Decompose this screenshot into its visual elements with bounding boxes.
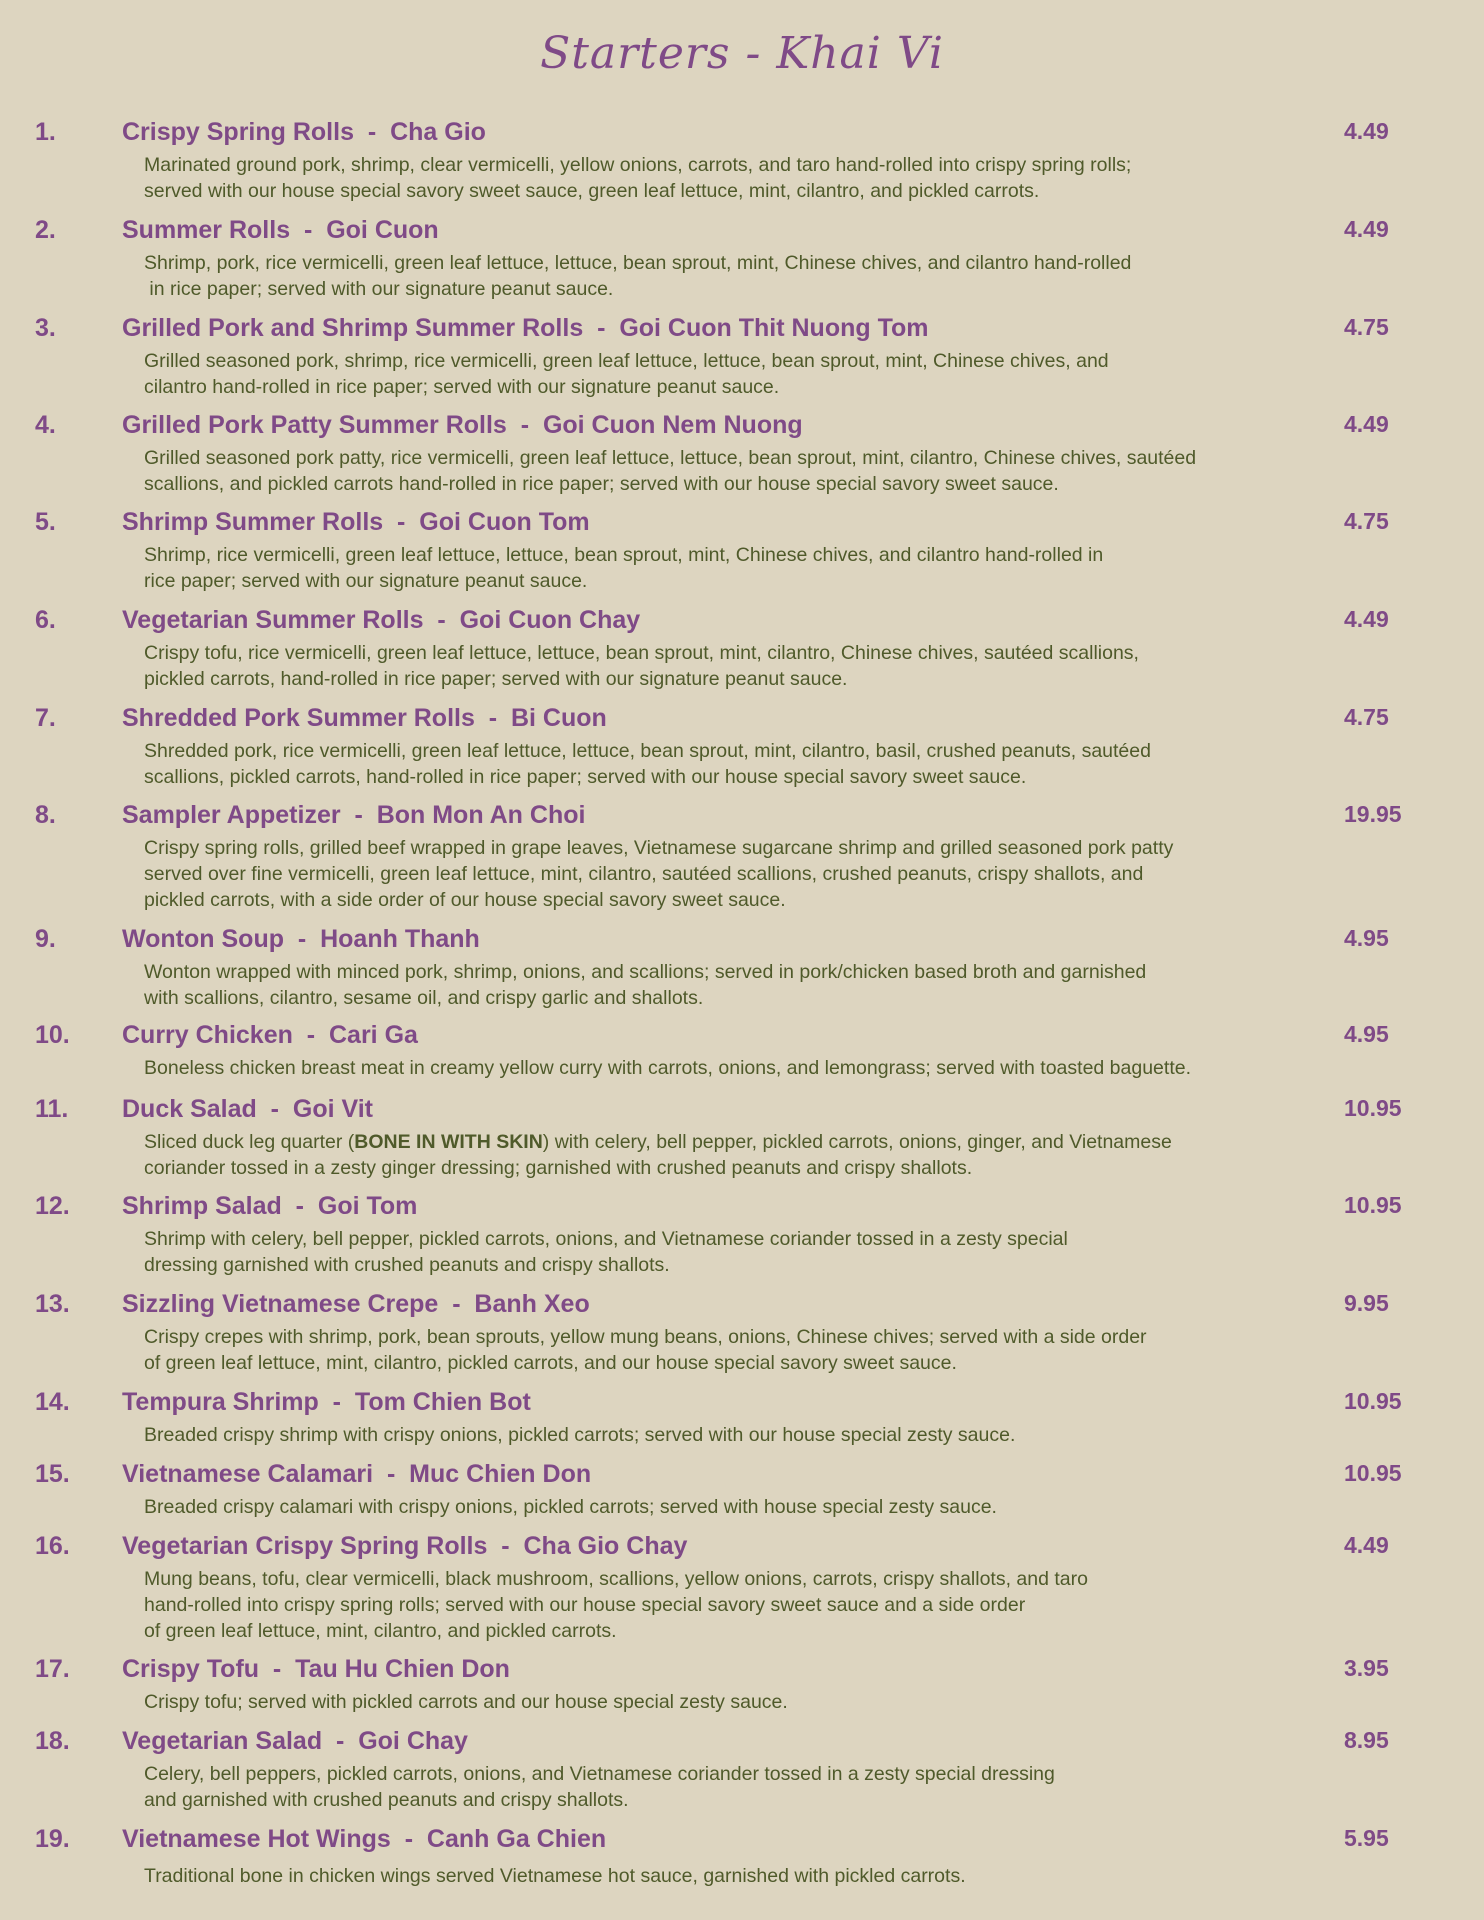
- item-price: 10.95: [1344, 1460, 1402, 1486]
- item-number: 17.: [35, 1655, 70, 1683]
- item-name: Grilled Pork Patty Summer Rolls - Goi Cuon Nem Nuong: [122, 411, 803, 439]
- item-price: 4.49: [1344, 411, 1389, 437]
- item-number: 8.: [35, 801, 56, 829]
- item-description: [144, 445, 1344, 497]
- item-number: 19.: [35, 1825, 70, 1853]
- item-description: [144, 640, 1344, 692]
- desc-line: Wonton wrapped with minced pork, shrimp, onions, and scallions; served in pork/chicken based broth and garnished: [144, 961, 1147, 983]
- item-description: [144, 835, 1344, 913]
- item-price: 10.95: [1344, 1192, 1402, 1218]
- desc-line: Breaded crispy calamari with crispy onions, pickled carrots; served with house special zesty sauce.: [144, 1496, 997, 1518]
- desc-line: Traditional bone in chicken wings served Vietnamese hot sauce, garnished with pickled carrots.: [144, 1865, 966, 1887]
- item-name: Crispy Tofu - Tau Hu Chien Don: [122, 1655, 510, 1683]
- desc-line: rice paper; served with our signature peanut sauce.: [144, 570, 588, 592]
- item-name: Curry Chicken - Cari Ga: [122, 1021, 418, 1049]
- item-price: 8.95: [1344, 1727, 1389, 1753]
- desc-line: coriander tossed in a zesty ginger dressing; garnished with crushed peanuts and crispy shallots.: [144, 1157, 973, 1179]
- desc-line: Crispy tofu, rice vermicelli, green leaf lettuce, lettuce, bean sprout, mint, cilantro, Chinese chives, sautéed scallions,: [144, 642, 1139, 664]
- item-price: 5.95: [1344, 1825, 1389, 1851]
- item-number: 9.: [35, 925, 56, 953]
- item-name: Grilled Pork and Shrimp Summer Rolls - Goi Cuon Thit Nuong Tom: [122, 314, 929, 342]
- item-description: [144, 1566, 1344, 1644]
- item-description: [144, 152, 1344, 204]
- desc-text: Sliced duck leg quarter (: [144, 1131, 355, 1153]
- desc-line: [144, 1129, 1344, 1155]
- item-name: Sampler Appetizer - Bon Mon An Choi: [122, 801, 586, 829]
- item-name: Shrimp Salad - Goi Tom: [122, 1192, 418, 1220]
- item-number: 14.: [35, 1388, 70, 1416]
- desc-line: and garnished with crushed peanuts and crispy shallots.: [144, 1789, 629, 1811]
- item-name: Vietnamese Calamari - Muc Chien Don: [122, 1460, 592, 1488]
- item-name: Vegetarian Summer Rolls - Goi Cuon Chay: [122, 606, 641, 634]
- page-title: Starters - Khai Vi: [540, 28, 944, 79]
- item-description: [144, 1863, 1344, 1889]
- item-price: 10.95: [1344, 1095, 1402, 1121]
- item-description: [144, 348, 1344, 400]
- desc-line: Shrimp, pork, rice vermicelli, green leaf lettuce, lettuce, bean sprout, mint, Chinese chives, and cilantro hand-rolled: [144, 252, 1132, 274]
- item-price: 4.95: [1344, 1021, 1389, 1047]
- item-name: Vegetarian Salad - Goi Chay: [122, 1727, 468, 1755]
- desc-line: Shrimp, rice vermicelli, green leaf lettuce, lettuce, bean sprout, mint, Chinese chives, and cilantro hand-rolled in: [144, 544, 1104, 566]
- desc-line: with scallions, cilantro, sesame oil, and crispy garlic and shallots.: [144, 987, 704, 1009]
- item-description: [144, 1494, 1344, 1520]
- item-price: 4.75: [1344, 314, 1389, 340]
- item-name: Summer Rolls - Goi Cuon: [122, 216, 439, 244]
- item-price: 4.95: [1344, 925, 1389, 951]
- item-price: 19.95: [1344, 801, 1402, 827]
- item-number: 11.: [35, 1095, 69, 1123]
- desc-line: Marinated ground pork, shrimp, clear vermicelli, yellow onions, carrots, and taro hand-rolled into crispy spring rolls;: [144, 154, 1132, 176]
- item-number: 3.: [35, 314, 56, 342]
- desc-line: Boneless chicken breast meat in creamy yellow curry with carrots, onions, and lemongrass; served with toasted baguette.: [144, 1057, 1192, 1079]
- item-description: [144, 738, 1344, 790]
- item-number: 10.: [35, 1021, 70, 1049]
- desc-line: Crispy spring rolls, grilled beef wrapped in grape leaves, Vietnamese sugarcane shrimp and grilled seasoned pork patty: [144, 837, 1174, 859]
- desc-line: Crispy crepes with shrimp, pork, bean sprouts, yellow mung beans, onions, Chinese chives; served with a side order: [144, 1326, 1147, 1348]
- item-name: Shrimp Summer Rolls - Goi Cuon Tom: [122, 508, 590, 536]
- item-description: [144, 1761, 1344, 1813]
- item-number: 7.: [35, 704, 56, 732]
- item-description: [144, 1226, 1344, 1278]
- item-number: 18.: [35, 1727, 70, 1755]
- item-description: [144, 250, 1344, 302]
- desc-line: Breaded crispy shrimp with crispy onions, pickled carrots; served with our house special zesty sauce.: [144, 1424, 1016, 1446]
- desc-line: scallions, pickled carrots, hand-rolled in rice paper; served with our house special savory sweet sauce.: [144, 766, 1027, 788]
- item-name: Vegetarian Crispy Spring Rolls - Cha Gio Chay: [122, 1532, 688, 1560]
- desc-line: served over fine vermicelli, green leaf lettuce, mint, cilantro, sautéed scallions, crushed peanuts, crispy shallots, and: [144, 863, 1144, 885]
- desc-line: served with our house special savory sweet sauce, green leaf lettuce, mint, cilantro, and pickled carrots.: [144, 180, 1040, 202]
- item-description: [144, 1422, 1344, 1448]
- desc-line: pickled carrots, hand-rolled in rice paper; served with our signature peanut sauce.: [144, 668, 848, 690]
- item-description: [144, 1324, 1344, 1376]
- item-number: 12.: [35, 1192, 70, 1220]
- item-price: 4.75: [1344, 508, 1389, 534]
- item-description: [144, 1689, 1344, 1715]
- item-price: 4.49: [1344, 216, 1389, 242]
- item-name: Tempura Shrimp - Tom Chien Bot: [122, 1388, 531, 1416]
- item-description: [144, 542, 1344, 594]
- item-price: 4.49: [1344, 1532, 1389, 1558]
- item-number: 6.: [35, 606, 56, 634]
- desc-line: of green leaf lettuce, mint, cilantro, pickled carrots, and our house special savory sweet sauce.: [144, 1352, 957, 1374]
- desc-line: Celery, bell peppers, pickled carrots, onions, and Vietnamese coriander tossed in a zesty special dressing: [144, 1763, 1055, 1785]
- item-number: 15.: [35, 1460, 70, 1488]
- desc-line: Grilled seasoned pork, shrimp, rice vermicelli, green leaf lettuce, lettuce, bean sprout, mint, Chinese chives, and: [144, 350, 1109, 372]
- desc-line: in rice paper; served with our signature peanut sauce.: [144, 278, 614, 300]
- desc-line: dressing garnished with crushed peanuts and crispy shallots.: [144, 1254, 670, 1276]
- item-price: 10.95: [1344, 1388, 1402, 1414]
- desc-line: Shrimp with celery, bell pepper, pickled carrots, onions, and Vietnamese coriander tossed in a zesty special: [144, 1228, 1068, 1250]
- desc-line: Crispy tofu; served with pickled carrots and our house special zesty sauce.: [144, 1691, 788, 1713]
- desc-text: ) with celery, bell pepper, pickled carrots, onions, ginger, and Vietnamese: [542, 1131, 1172, 1153]
- desc-line: Shredded pork, rice vermicelli, green leaf lettuce, lettuce, bean sprout, mint, cilantro, basil, crushed peanuts, sautéed: [144, 740, 1151, 762]
- item-description: [144, 959, 1344, 1011]
- item-name: Sizzling Vietnamese Crepe - Banh Xeo: [122, 1290, 590, 1318]
- item-description: [144, 1129, 1344, 1181]
- item-number: 1.: [35, 118, 56, 146]
- item-price: 3.95: [1344, 1655, 1389, 1681]
- desc-line: cilantro hand-rolled in rice paper; served with our signature peanut sauce.: [144, 376, 780, 398]
- item-name: Wonton Soup - Hoanh Thanh: [122, 925, 480, 953]
- desc-line: hand-rolled into crispy spring rolls; served with our house special savory sweet sauce and a side order: [144, 1594, 1026, 1616]
- desc-line: Mung beans, tofu, clear vermicelli, black mushroom, scallions, yellow onions, carrots, crispy shallots, and taro: [144, 1568, 1088, 1590]
- item-price: 4.49: [1344, 606, 1389, 632]
- item-number: 4.: [35, 411, 56, 439]
- item-description: [144, 1055, 1344, 1081]
- item-name: Crispy Spring Rolls - Cha Gio: [122, 118, 486, 146]
- item-price: 4.75: [1344, 704, 1389, 730]
- item-name: Shredded Pork Summer Rolls - Bi Cuon: [122, 704, 607, 732]
- item-number: 13.: [35, 1290, 70, 1318]
- desc-line: of green leaf lettuce, mint, cilantro, and pickled carrots.: [144, 1620, 617, 1642]
- item-price: 9.95: [1344, 1290, 1389, 1316]
- desc-emphasis: BONE IN WITH SKIN: [354, 1131, 543, 1153]
- desc-line: pickled carrots, with a side order of our house special savory sweet sauce.: [144, 889, 786, 911]
- desc-line: Grilled seasoned pork patty, rice vermicelli, green leaf lettuce, lettuce, bean sprout, mint, cilantro, Chinese chives, sautéed: [144, 447, 1197, 469]
- item-name: Vietnamese Hot Wings - Canh Ga Chien: [122, 1825, 607, 1853]
- desc-line: scallions, and pickled carrots hand-rolled in rice paper; served with our house special savory sweet sauce.: [144, 473, 1059, 495]
- item-number: 2.: [35, 216, 56, 244]
- item-number: 5.: [35, 508, 56, 536]
- item-name: Duck Salad - Goi Vit: [122, 1095, 373, 1123]
- item-price: 4.49: [1344, 118, 1389, 144]
- item-number: 16.: [35, 1532, 70, 1560]
